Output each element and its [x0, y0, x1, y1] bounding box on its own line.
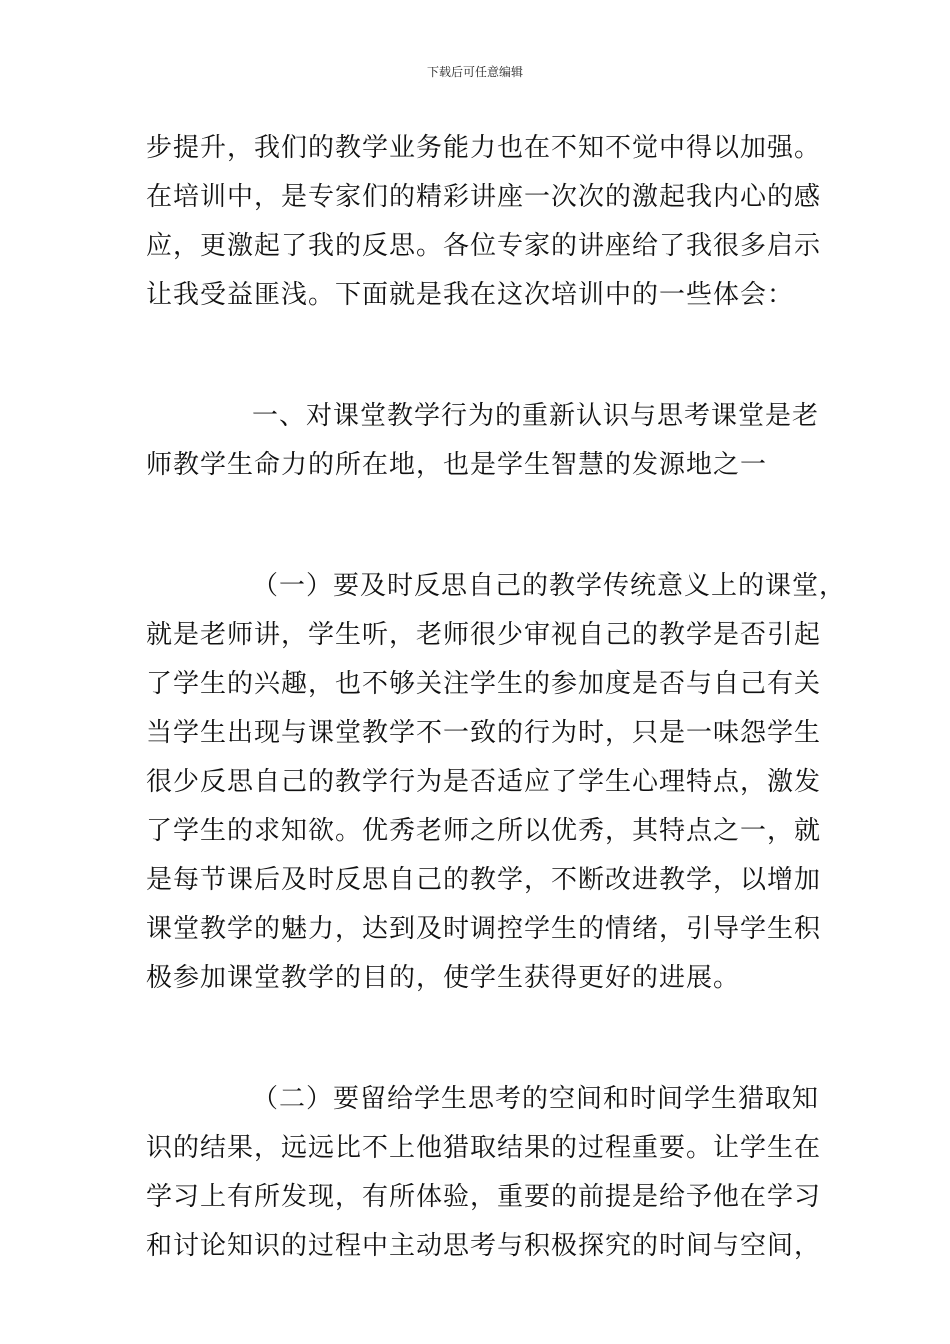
text-line: 和讨论知识的过程中主动思考与积极探究的时间与空间，: [146, 1231, 822, 1261]
text-line: 应，更激起了我的反思。各位专家的讲座给了我很多启示: [146, 231, 822, 261]
text-line: 很少反思自己的教学行为是否适应了学生心理特点，激发: [146, 767, 822, 797]
subsection-2: [146, 1075, 822, 1271]
text-line: 就是老师讲，学生听，老师很少审视自己的教学是否引起: [146, 620, 822, 650]
section-heading-1: [146, 392, 818, 490]
paragraph-spacer: [146, 1003, 818, 1075]
text-line: 是每节课后及时反思自己的教学，不断改进教学，以增加: [146, 865, 822, 895]
page-header-note: 下载后可任意编辑: [426, 65, 523, 79]
text-line: 学习上有所发现，有所体验，重要的前提是给予他在学习: [146, 1182, 822, 1212]
paragraph-spacer: [146, 320, 818, 392]
paragraph-intro: [146, 124, 822, 320]
subsection-1: [146, 562, 847, 1003]
text-line: 在培训中，是专家们的精彩讲座一次次的激起我内心的感: [146, 182, 822, 212]
text-line: 识的结果，远远比不上他猎取结果的过程重要。让学生在: [146, 1133, 822, 1163]
paragraph-spacer: [146, 490, 818, 562]
text-line: （一）要及时反思自己的教学传统意义上的课堂，: [252, 571, 847, 601]
text-line: 师教学生命力的所在地，也是学生智慧的发源地之一: [146, 450, 768, 480]
text-line: 了学生的求知欲。优秀老师之所以优秀，其特点之一，就: [146, 816, 822, 846]
text-line: 步提升，我们的教学业务能力也在不知不觉中得以加强。: [146, 133, 822, 163]
text-line: 极参加课堂教学的目的，使学生获得更好的进展。: [146, 963, 741, 993]
text-line: 了学生的兴趣，也不够关注学生的参加度是否与自己有关: [146, 669, 822, 699]
document-body: [146, 124, 847, 1271]
text-line: 让我受益匪浅。下面就是我在这次培训中的一些体会：: [146, 280, 795, 310]
text-line: 课堂教学的魅力，达到及时调控学生的情绪，引导学生积: [146, 914, 822, 944]
text-line: 一、对课堂教学行为的重新认识与思考课堂是老: [252, 401, 820, 431]
text-line: （二）要留给学生思考的空间和时间学生猎取知: [252, 1084, 820, 1114]
text-line: 当学生出现与课堂教学不一致的行为时，只是一味怨学生: [146, 718, 822, 748]
